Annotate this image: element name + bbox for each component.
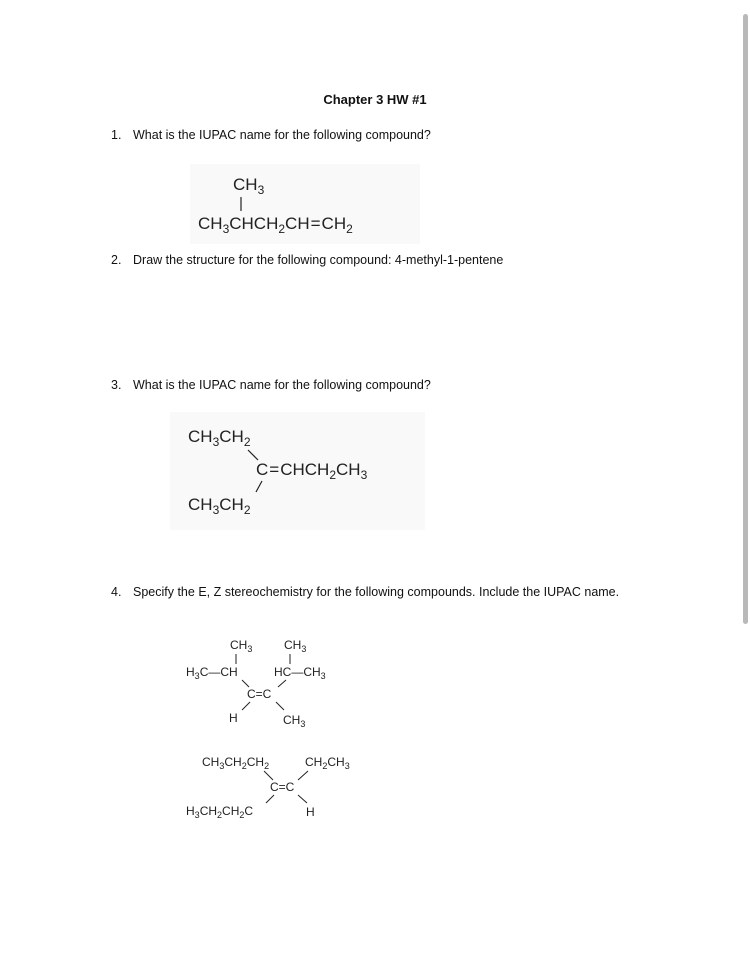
structure-2 (170, 412, 425, 530)
ethyl-top-label: $CH_3CH_2$ (188, 427, 251, 449)
structure-4 (180, 750, 380, 825)
double-bond-label: C=C (270, 780, 295, 794)
isopropyl-right-label: $HC—CH_3$ (274, 665, 326, 681)
question-number: 4. (111, 585, 122, 599)
question-1 (111, 128, 431, 142)
hydrogen-label: H (306, 805, 315, 819)
question-text: Specify the E, Z stereochemistry for the following compounds. Include the IUPAC name. (133, 585, 620, 599)
question-number: 1. (111, 128, 122, 142)
question-4 (111, 585, 619, 599)
page-title: Chapter 3 HW #1 (323, 92, 427, 107)
isopropyl-left-label: $H_3C—CH$ (186, 665, 238, 681)
question-number: 2. (111, 253, 122, 267)
question-2 (111, 253, 503, 267)
question-text: Draw the structure for the following compound: 4-methyl-1-pentene (133, 253, 504, 267)
methyl-label: $CH_3$ (284, 638, 307, 654)
methyl-label: $CH_3$ (230, 638, 253, 654)
propyl-bottom-label: $H_3CH_2CH_2C$ (186, 804, 254, 820)
structure-3 (180, 632, 360, 732)
hydrogen-label: H (229, 711, 238, 725)
ethyl-bottom-label: $CH_3CH_2$ (188, 495, 251, 517)
question-number: 3. (111, 378, 122, 392)
alkene-chain-label: $C=CHCH_2CH_3$ (256, 460, 368, 482)
structure-1 (190, 164, 420, 244)
propyl-top-label: $CH_3CH_2CH_2$ (202, 755, 270, 771)
ethyl-label: $CH_2CH_3$ (305, 755, 350, 771)
question-text: What is the IUPAC name for the following compound? (133, 128, 431, 142)
methyl-label: $CH_3$ (283, 713, 306, 729)
main-chain-label: $CH_3CHCH_2CH=CH_2$ (198, 214, 353, 236)
question-3 (111, 378, 431, 392)
question-text: What is the IUPAC name for the following compound? (133, 378, 431, 392)
double-bond-label: C=C (247, 687, 272, 701)
methyl-branch-label: $CH_3$ (233, 175, 265, 197)
